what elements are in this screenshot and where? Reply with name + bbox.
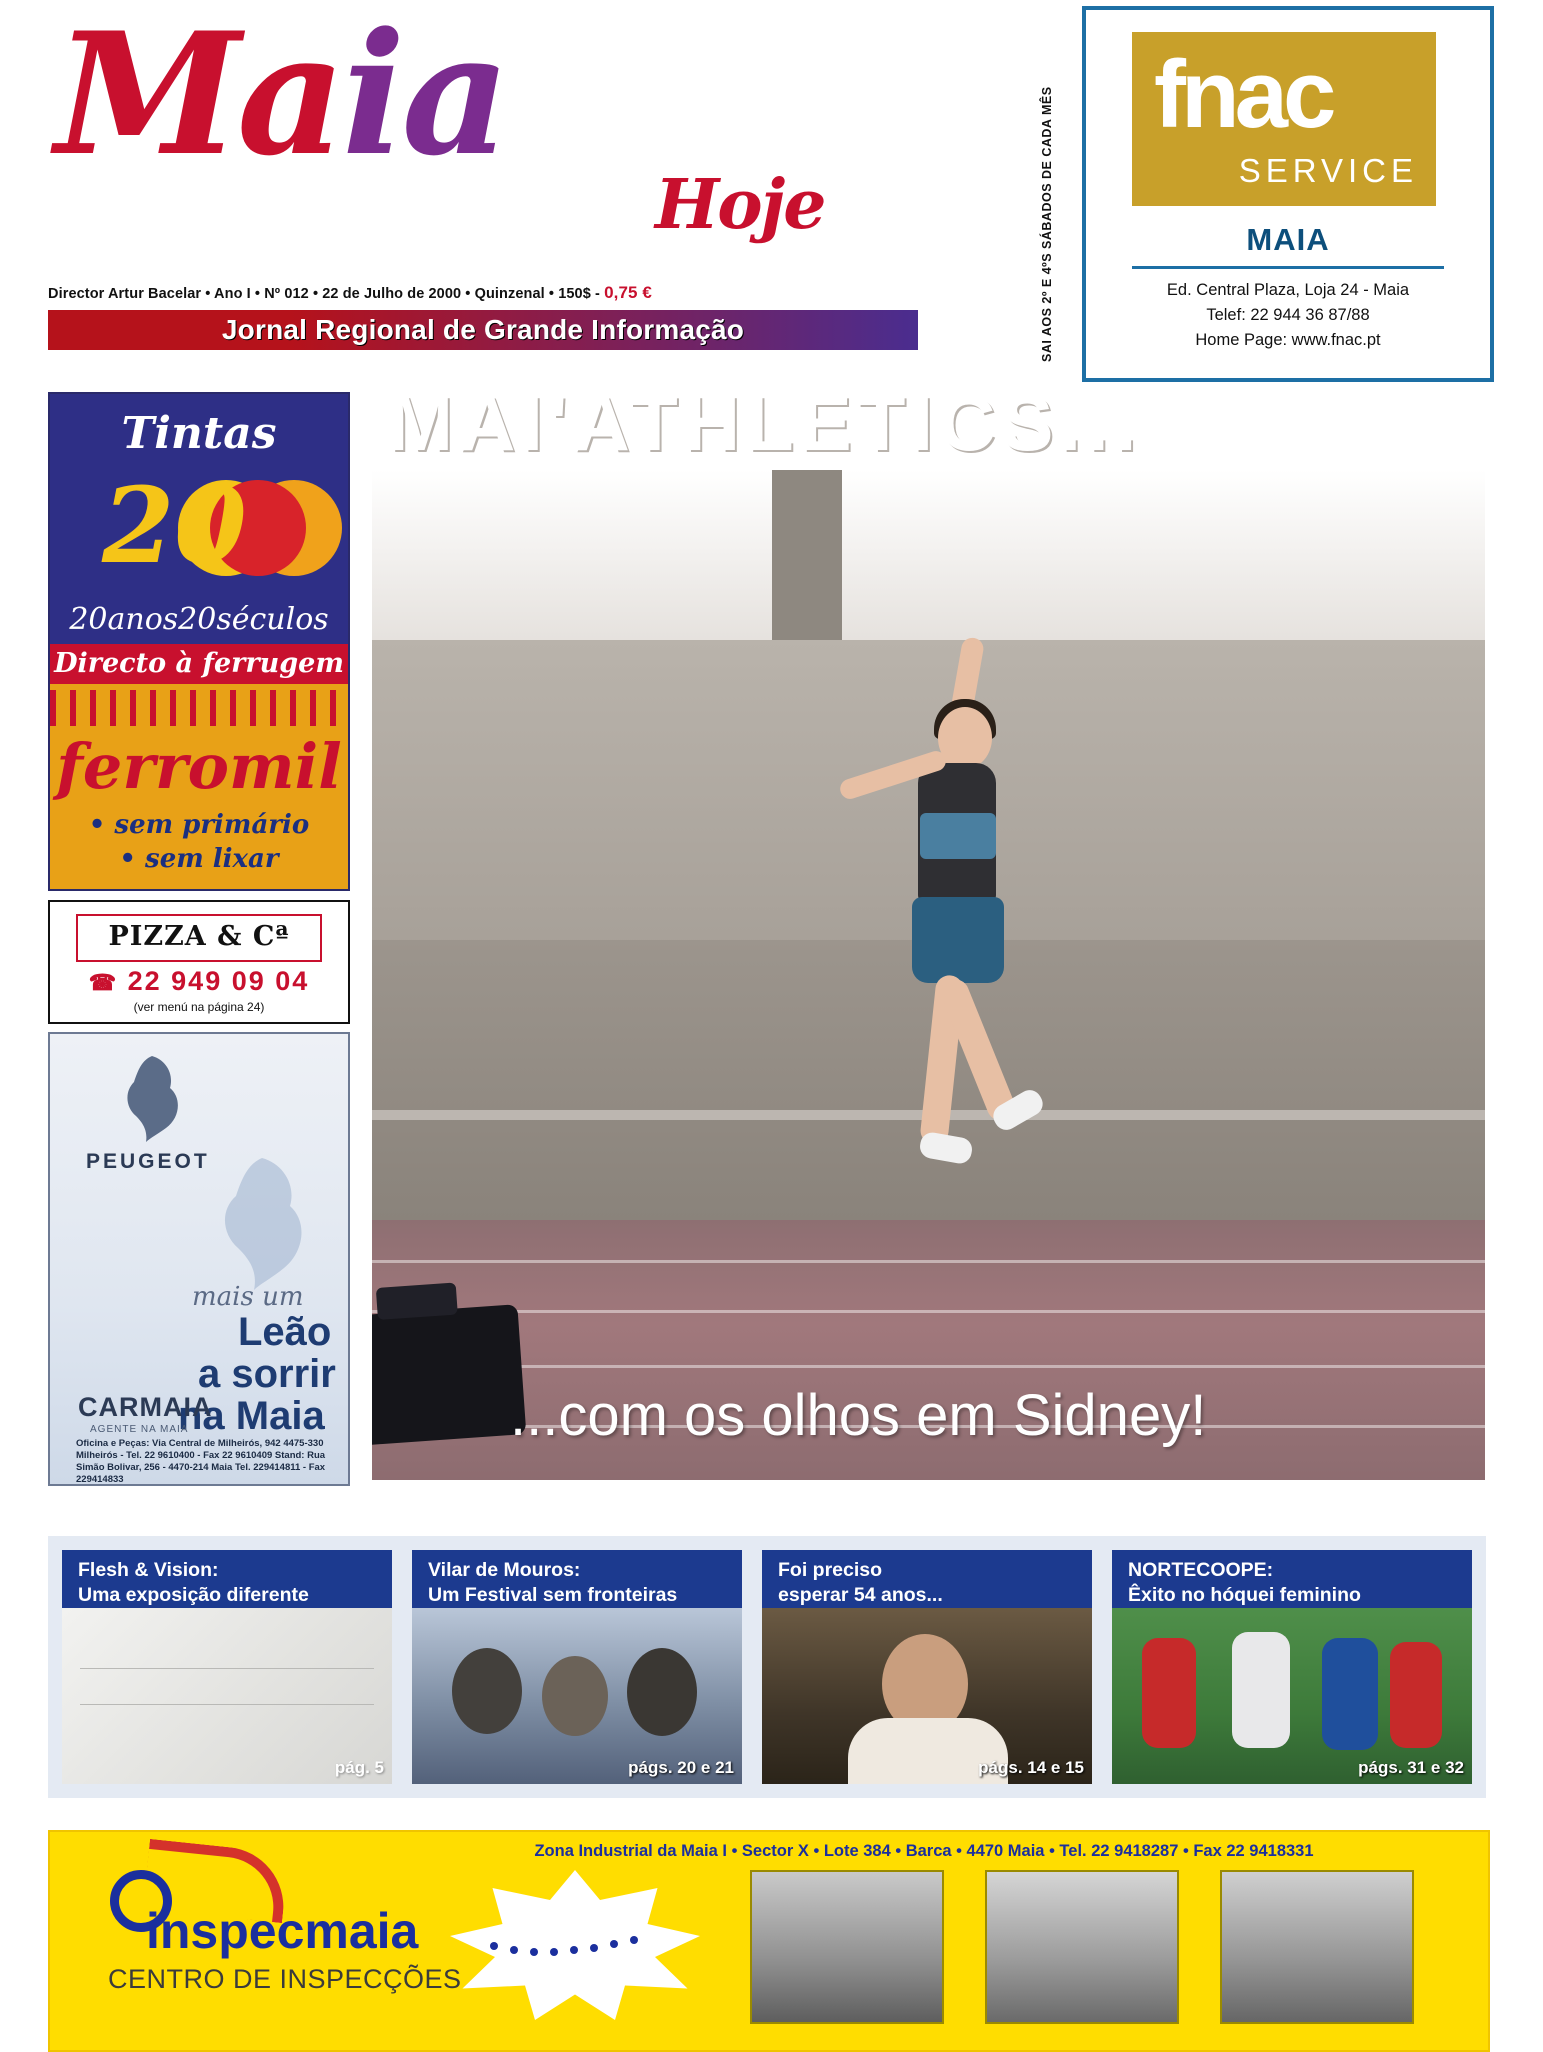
fnac-divider xyxy=(1132,266,1444,269)
masthead xyxy=(0,0,1040,345)
peugeot-line-1: Leão xyxy=(238,1310,332,1354)
tintas-slogan: 20anos20séculos xyxy=(69,602,329,637)
tintas-red-line: Directo à ferrugem xyxy=(50,644,348,684)
publication-logo-sub: Hoje xyxy=(655,165,825,245)
dots-decoration xyxy=(490,1932,660,1966)
inspection-photo xyxy=(1220,1870,1414,2024)
fnac-logo-block xyxy=(1132,32,1436,206)
teaser-card[interactable] xyxy=(762,1550,1092,1784)
teaser-headline-line1: NORTECOOPE: xyxy=(1128,1559,1274,1581)
peugeot-agent-label: AGENTE NA MAIA xyxy=(90,1424,189,1435)
inspection-photo xyxy=(985,1870,1179,2024)
teaser-page-ref: págs. 14 e 15 xyxy=(978,1758,1084,1777)
tintas-2000-graphic xyxy=(50,466,348,586)
ad-peugeot-carmaia[interactable] xyxy=(48,1032,350,1486)
publication-frequency-note xyxy=(1020,6,1054,366)
peugeot-brand: PEUGEOT xyxy=(86,1150,210,1173)
pizza-phone-number: 22 949 09 04 xyxy=(127,966,310,996)
teaser-headline-line1: Foi preciso xyxy=(778,1559,883,1581)
ad-tintas-2000[interactable] xyxy=(48,392,350,891)
fnac-contact-block xyxy=(1086,278,1490,353)
teaser-image xyxy=(762,1608,1092,1784)
lion-icon xyxy=(112,1052,192,1144)
fnac-phone: Telef: 22 944 36 87/88 xyxy=(1206,306,1370,324)
publication-logo: Maia xyxy=(55,0,507,193)
athlete-head xyxy=(938,707,992,769)
teaser-headline-line2: Um Festival sem fronteiras xyxy=(428,1584,678,1606)
pizza-phone-line xyxy=(50,966,348,997)
issue-credits-text: Director Artur Bacelar • Ano I • Nº 012 • 22 de Julho de 2000 • Quinzenal • 150$ - xyxy=(48,286,605,302)
athlete-top xyxy=(920,813,996,859)
ferromil-bullet-1: • sem primário xyxy=(88,810,310,840)
teaser-strip xyxy=(48,1536,1486,1798)
teaser-page-ref: pág. 5 xyxy=(334,1758,384,1777)
peugeot-script: mais um xyxy=(192,1282,304,1312)
athlete-shorts xyxy=(912,897,1004,983)
teaser-headline xyxy=(62,1550,392,1608)
issue-price: 0,75 € xyxy=(604,283,652,302)
teaser-card[interactable] xyxy=(1112,1550,1472,1784)
hero-headline: MAI'ATHLETICS... xyxy=(388,379,1143,467)
ad-fnac[interactable] xyxy=(1082,6,1494,382)
teaser-card[interactable] xyxy=(412,1550,742,1784)
teaser-page-ref: págs. 20 e 21 xyxy=(628,1758,734,1777)
peugeot-line-3: na Maia xyxy=(178,1394,325,1438)
athlete-shoe-left xyxy=(918,1131,974,1166)
pizza-note: (ver menú na página 24) xyxy=(133,1000,265,1014)
hero-subheadline: ...com os olhos em Sidney! xyxy=(510,1383,1207,1448)
teaser-image xyxy=(62,1608,392,1784)
teaser-headline-line1: Flesh & Vision: xyxy=(78,1559,219,1581)
peugeot-line-2: a sorrir xyxy=(198,1352,336,1396)
ad-inspecmaia[interactable] xyxy=(48,1830,1490,2052)
pizza-name-box xyxy=(76,914,322,962)
peugeot-dealer: CARMAIA xyxy=(78,1392,213,1422)
teaser-headline xyxy=(1112,1550,1472,1608)
teaser-headline-line2: esperar 54 anos... xyxy=(778,1584,943,1606)
teaser-card[interactable] xyxy=(62,1550,392,1784)
inspecmaia-contact: Zona Industrial da Maia I • Sector X • Lote 384 • Barca • 4470 Maia • Tel. 22 9418287 • Fax 22 9418331 xyxy=(534,1842,1314,1860)
ad-pizza-e-ca[interactable] xyxy=(48,900,350,1024)
pizza-name: PIZZA & Cª xyxy=(108,921,290,952)
peugeot-address: Oficina e Peças: Via Central de Milheirós, 942 4475-330 Milheirós - Tel. 22 9610400 - Fax 22 9610409 Stand: Rua Simão Bolivar, 256 - 4470-214 Maia Tel. 229414811 - Fax 229414833 xyxy=(76,1438,326,1485)
teaser-headline-line2: Êxito no hóquei feminino xyxy=(1128,1584,1361,1606)
issue-credits xyxy=(48,283,652,303)
teaser-headline-line2: Uma exposição diferente xyxy=(78,1584,309,1606)
fence-icon xyxy=(50,690,348,726)
inspection-photo xyxy=(750,1870,944,2024)
fnac-address: Ed. Central Plaza, Loja 24 - Maia xyxy=(1166,281,1410,299)
fnac-brand: fnac xyxy=(1154,41,1332,148)
tagline-text: Jornal Regional de Grande Informação xyxy=(221,314,745,345)
tintas-number: 20 xyxy=(102,464,247,587)
athlete-figure xyxy=(842,645,1072,1265)
teaser-image xyxy=(1112,1608,1472,1784)
ferromil-bullet-2: • sem lixar xyxy=(119,844,279,874)
hero-photo xyxy=(372,470,1485,1480)
fnac-homepage[interactable]: Home Page: www.fnac.pt xyxy=(1195,331,1381,349)
ferromil-brand: ferromil xyxy=(56,730,342,803)
tintas-title: Tintas xyxy=(121,408,277,459)
publication-frequency-text: SAI AOS 2º E 4ºS SÁBADOS DE CADA MÊS xyxy=(1040,86,1054,362)
tagline-banner xyxy=(48,310,918,350)
ferromil-bullets xyxy=(50,808,348,876)
teaser-page-ref: págs. 31 e 32 xyxy=(1358,1758,1464,1777)
fnac-city: MAIA xyxy=(1246,222,1330,257)
inspecmaia-brand: inspecmaia xyxy=(146,1903,419,1959)
fnac-service-label: SERVICE xyxy=(1238,152,1418,189)
tv-camera-icon xyxy=(372,1304,526,1446)
teaser-headline xyxy=(762,1550,1092,1608)
teaser-headline-line1: Vilar de Mouros: xyxy=(428,1559,581,1581)
teaser-image xyxy=(412,1608,742,1784)
telephone-icon: ☎ xyxy=(88,970,119,995)
lion-watermark-icon xyxy=(202,1152,322,1292)
teaser-headline xyxy=(412,1550,742,1608)
tintas-ferromil-block xyxy=(50,684,348,889)
inspecmaia-subtitle: CENTRO DE INSPECÇÕES xyxy=(108,1964,462,1994)
